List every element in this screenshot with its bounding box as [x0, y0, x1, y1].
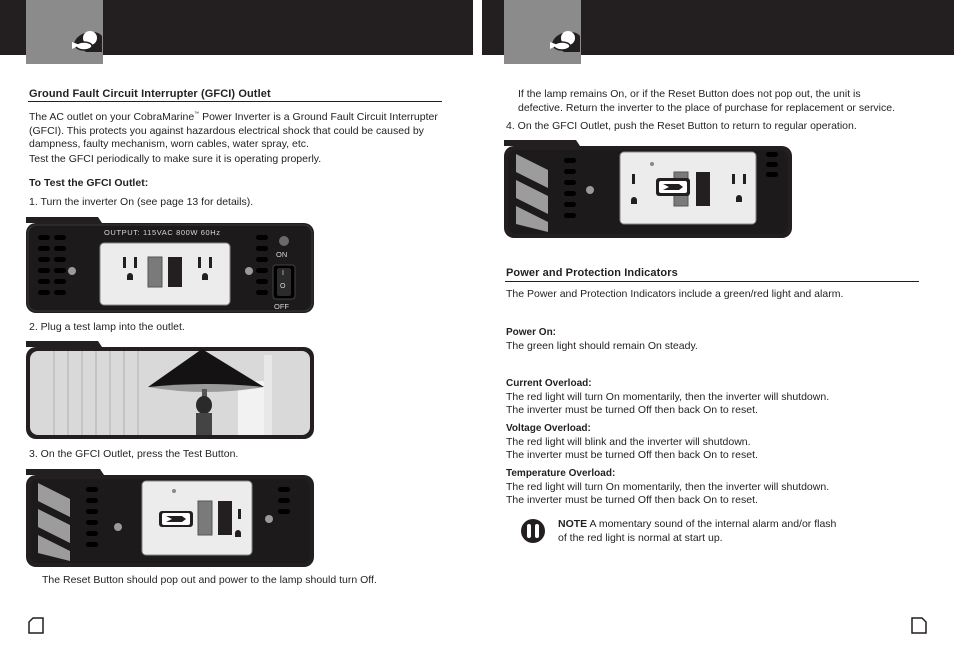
panel-output-label: OUTPUT: 115VAC 800W 60Hz [104, 228, 221, 237]
lamp-line1: If the lamp remains On, or if the Reset Button does not pop out, the unit is [518, 88, 861, 100]
current-overload-line2: The inverter must be turned Off then back On to reset. [506, 404, 758, 416]
indicators-section-rule [505, 281, 919, 282]
current-overload-block [506, 377, 829, 418]
temperature-overload-line1: The red light will turn On momentarily, then the inverter will shutdown. [506, 480, 830, 493]
gfci-section-rule [28, 101, 442, 102]
speaker-person-icon [70, 26, 104, 54]
intro-line3: dampness, faulty mechanism, worn cables, water spray, etc. [29, 138, 309, 150]
indicators-section-title: Power and Protection Indicators [506, 267, 678, 279]
gfci-test-button-figure [24, 469, 316, 572]
temperature-overload-block [506, 467, 829, 508]
panel-off-label: OFF [274, 302, 289, 311]
step-1-text: 1. Turn the inverter On (see page 13 for details). [29, 196, 254, 208]
gfci-reset-button-figure [502, 140, 794, 243]
power-on-title: Power On: [506, 327, 557, 338]
step-4-text: 4. On the GFCI Outlet, push the Reset Button to return to regular operation. [506, 120, 857, 132]
temperature-overload-line2: The inverter must be turned Off then back On to reset. [506, 494, 758, 506]
page-corner-icon [911, 617, 927, 634]
current-overload-title: Current Overload: [506, 378, 592, 389]
speaker-person-icon [548, 26, 582, 54]
note-line2: of the red light is normal at start up. [558, 531, 723, 544]
power-on-text: The green light should remain On steady. [506, 339, 698, 352]
test-periodically-text: Test the GFCI periodically to make sure it is operating properly. [29, 153, 322, 165]
note-icon [520, 518, 546, 544]
step-3-text: 3. On the GFCI Outlet, press the Test Button. [29, 448, 239, 460]
voltage-overload-line1: The red light will blink and the inverter will shutdown. [506, 435, 751, 448]
trademark-mark: ™ [194, 111, 200, 117]
voltage-overload-title: Voltage Overload: [506, 423, 591, 434]
reset-note-text: The Reset Button should pop out and power to the lamp should turn Off. [42, 574, 377, 586]
voltage-overload-block [506, 422, 758, 463]
temperature-overload-title: Temperature Overload: [506, 468, 616, 479]
header-tab-right [504, 0, 581, 64]
indicators-intro-text: The Power and Protection Indicators include a green/red light and alarm. [506, 288, 844, 300]
current-overload-line1: The red light will turn On momentarily, then the inverter will shutdown. [506, 390, 830, 403]
gfci-section-title: Ground Fault Circuit Interrupter (GFCI) Outlet [29, 88, 271, 100]
gfci-intro-paragraph [29, 108, 438, 152]
voltage-overload-line2: The inverter must be turned Off then back On to reset. [506, 449, 758, 461]
test-lamp-figure [24, 341, 316, 444]
panel-switch-off-mark: O [280, 283, 286, 290]
header-tab-left [26, 0, 103, 64]
lamp-line2: defective. Return the inverter to the place of purchase for replacement or service. [518, 101, 896, 114]
step-2-text: 2. Plug a test lamp into the outlet. [29, 321, 185, 333]
lamp-remains-paragraph [518, 88, 895, 115]
note-line1: A momentary sound of the internal alarm and/or flash [587, 518, 837, 530]
intro-line2: (GFCI). This protects you against hazardous electrical shock that could be caused by [29, 124, 424, 137]
intro-line1-b: Power Inverter is a Ground Fault Circuit Interrupter [199, 111, 438, 123]
note-block [558, 518, 836, 545]
power-on-block [506, 326, 698, 353]
page-corner-icon [28, 617, 44, 634]
panel-on-label: ON [276, 250, 288, 259]
panel-switch-on-mark: I [282, 270, 284, 277]
test-gfci-subheading: To Test the GFCI Outlet: [29, 177, 149, 189]
intro-line1-a: The AC outlet on your CobraMarine [29, 111, 195, 123]
note-label: NOTE [558, 518, 588, 530]
inverter-panel-figure [24, 217, 316, 318]
